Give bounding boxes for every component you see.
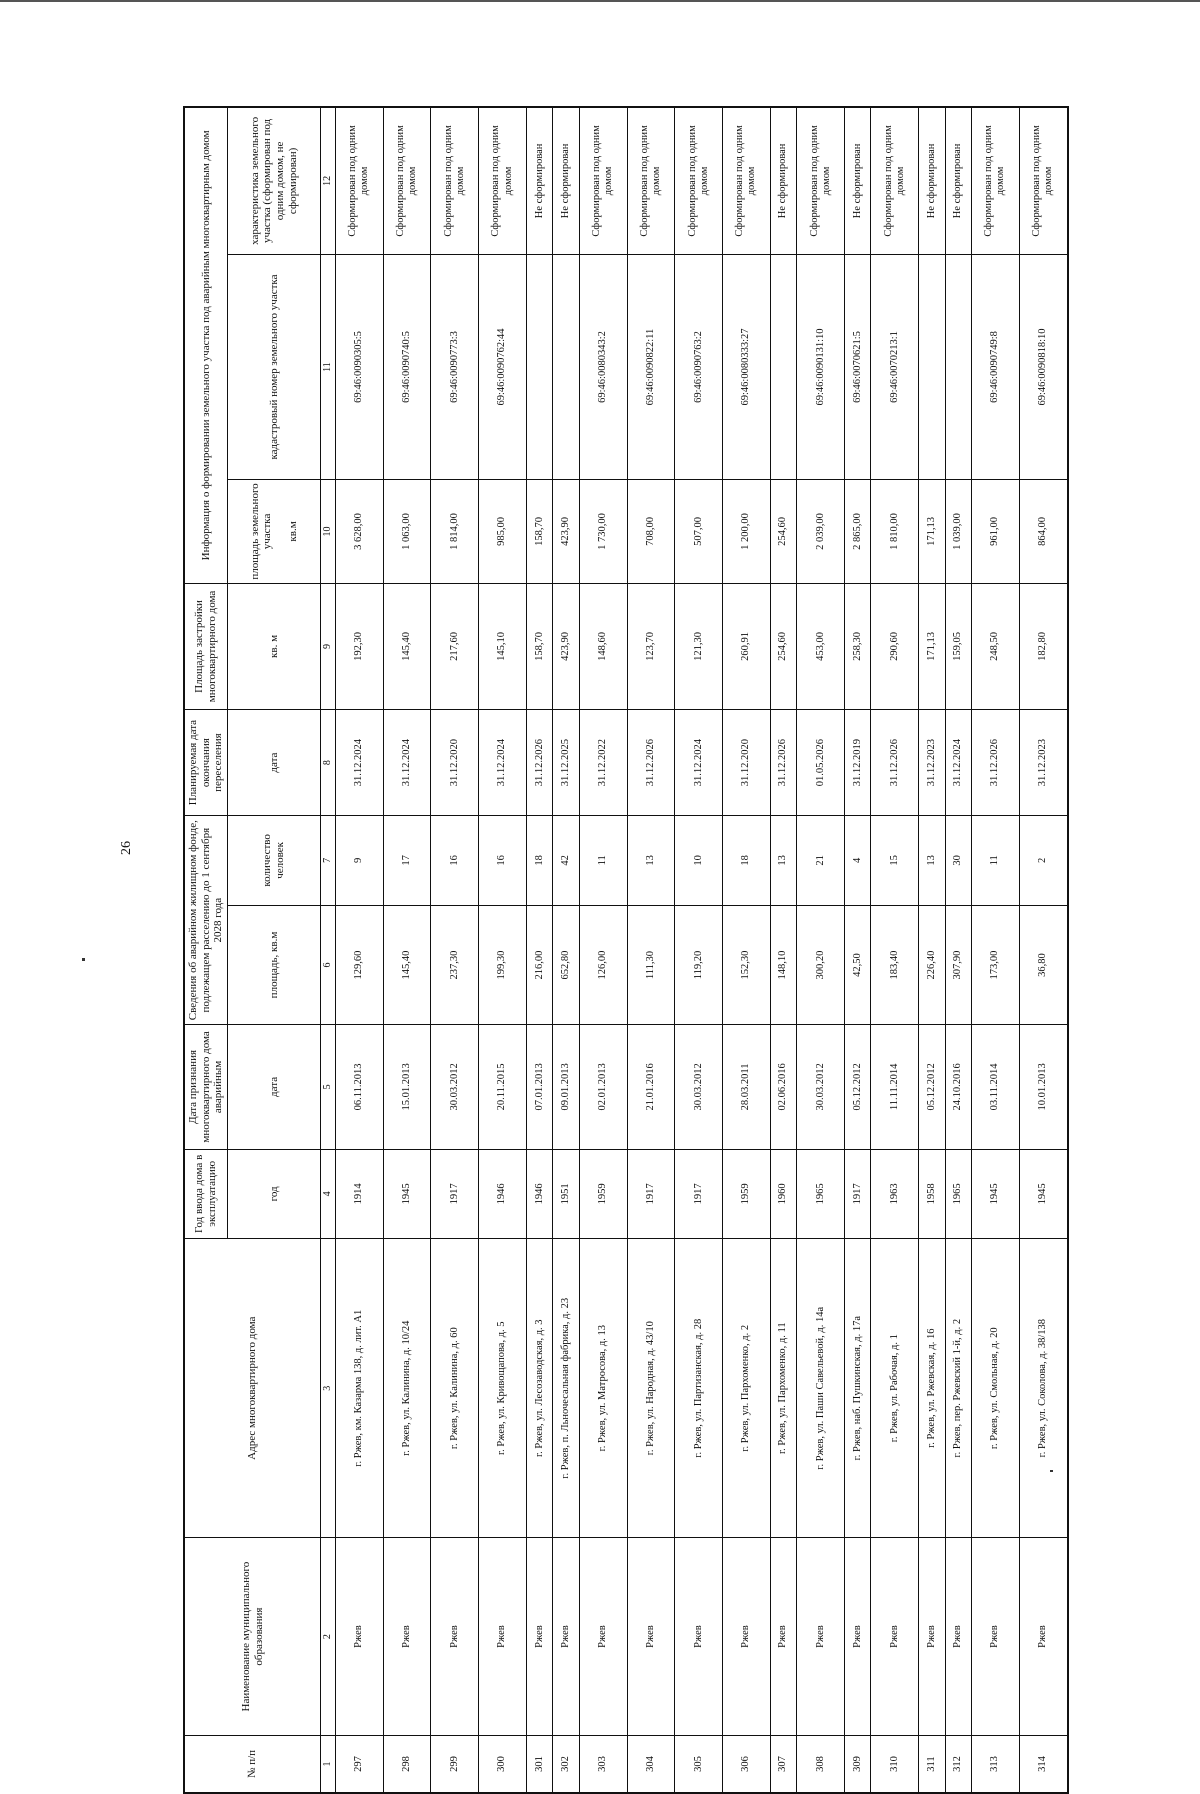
cell-municipality: Ржев: [844, 1538, 870, 1736]
cell-municipality: Ржев: [336, 1538, 384, 1736]
cell-land-status: Не сформирован: [553, 107, 579, 254]
cell-address: г. Ржев, пер. Ржевский 1-й, д. 2: [945, 1239, 971, 1538]
table-row: [526, 107, 552, 1793]
table-row: [723, 107, 771, 1793]
cell-year: 1917: [431, 1149, 479, 1239]
cell-people: 11: [579, 816, 627, 906]
cell-address: г. Ржев, ул. Лесозаводская, д. 3: [526, 1239, 552, 1538]
cell-number: 302: [553, 1736, 579, 1794]
cell-plan-date: 31.12.2026: [526, 710, 552, 816]
cell-plan-date: 31.12.2020: [431, 710, 479, 816]
cell-land-status: Сформирован под одним домом: [723, 107, 771, 254]
cell-build-area: 254,60: [770, 583, 796, 710]
header-land-status: характеристика земельного участка (сформирован под одним домом, не сформирован): [228, 107, 321, 254]
cell-area: 126,00: [579, 905, 627, 1025]
cell-plan-date: 31.12.2023: [1019, 710, 1068, 816]
cell-land-area: 1 810,00: [871, 480, 919, 584]
cell-land-status: Не сформирован: [770, 107, 796, 254]
cell-land-area: 1 200,00: [723, 480, 771, 584]
cell-build-area: 258,30: [844, 583, 870, 710]
cell-number: 305: [675, 1736, 723, 1794]
column-number: 6: [321, 905, 336, 1025]
cell-build-area: 158,70: [526, 583, 552, 710]
cell-people: 9: [336, 816, 384, 906]
cell-municipality: Ржев: [797, 1538, 845, 1736]
column-number: 9: [321, 583, 336, 710]
cell-people: 21: [797, 816, 845, 906]
table-row: [1019, 107, 1068, 1793]
cell-cadastral: 69:46:0090762:44: [479, 254, 527, 479]
cell-number: 313: [972, 1736, 1020, 1794]
cell-people: 4: [844, 816, 870, 906]
cell-address: г. Ржев, ул. Матросова, д. 13: [579, 1239, 627, 1538]
column-number: 7: [321, 816, 336, 906]
table-row: [627, 107, 675, 1793]
cell-municipality: Ржев: [1019, 1538, 1068, 1736]
cell-land-status: Сформирован под одним домом: [579, 107, 627, 254]
cell-number: 300: [479, 1736, 527, 1794]
cell-municipality: Ржев: [526, 1538, 552, 1736]
cell-address: г. Ржев, ул. Калинина, д. 10/24: [383, 1239, 431, 1538]
cell-land-status: Сформирован под одним домом: [336, 107, 384, 254]
header-people: количество человек: [228, 816, 321, 906]
cell-year: 1965: [797, 1149, 845, 1239]
cell-area: 652,80: [553, 905, 579, 1025]
cell-municipality: Ржев: [383, 1538, 431, 1736]
column-number: 5: [321, 1025, 336, 1149]
cell-recognition-date: 07.01.2013: [526, 1025, 552, 1149]
cell-number: 297: [336, 1736, 384, 1794]
cell-year: 1917: [675, 1149, 723, 1239]
cell-number: 308: [797, 1736, 845, 1794]
header-year-group: Год ввода дома в эксплуатацию: [184, 1149, 228, 1239]
cell-recognition-date: 11.11.2014: [871, 1025, 919, 1149]
page-number: 26: [119, 841, 134, 855]
cell-recognition-date: 28.03.2011: [723, 1025, 771, 1149]
cell-cadastral: 69:46:0080343:2: [579, 254, 627, 479]
cell-people: 18: [526, 816, 552, 906]
cell-land-status: Не сформирован: [919, 107, 945, 254]
cell-cadastral: 69:46:0090131:10: [797, 254, 845, 479]
table-row: [336, 107, 384, 1793]
column-number: 8: [321, 710, 336, 816]
cell-land-status: Не сформирован: [844, 107, 870, 254]
cell-number: 310: [871, 1736, 919, 1794]
cell-people: 18: [723, 816, 771, 906]
cell-recognition-date: 05.12.2012: [919, 1025, 945, 1149]
cell-year: 1946: [526, 1149, 552, 1239]
cell-plan-date: 01.05.2026: [797, 710, 845, 816]
cell-number: 301: [526, 1736, 552, 1794]
cell-cadastral: [553, 254, 579, 479]
cell-build-area: 290,60: [871, 583, 919, 710]
cell-address: г. Ржев, ул. Партизанская, д. 28: [675, 1239, 723, 1538]
cell-plan-date: 31.12.2026: [871, 710, 919, 816]
cell-people: 15: [871, 816, 919, 906]
header-emergency-fund-group: Сведения об аварийном жилищном фонде, подлежащем расселению до 1 сентября 2028 года: [184, 816, 228, 1025]
cell-address: г. Ржев, км. Казарма 138, д. лит. А1: [336, 1239, 384, 1538]
cell-area: 307,90: [945, 905, 971, 1025]
cell-recognition-date: 02.06.2016: [770, 1025, 796, 1149]
cell-land-status: Сформирован под одним домом: [797, 107, 845, 254]
cell-recognition-date: 30.03.2012: [797, 1025, 845, 1149]
cell-people: 13: [919, 816, 945, 906]
cell-municipality: Ржев: [945, 1538, 971, 1736]
cell-people: 17: [383, 816, 431, 906]
cell-area: 226,40: [919, 905, 945, 1025]
header-land-area-title: площадь земельного участка: [248, 483, 274, 580]
cell-land-area: 2 039,00: [797, 480, 845, 584]
cell-address: г. Ржев, ул. Паши Савельевой, д. 14а: [797, 1239, 845, 1538]
cell-land-status: Сформирован под одним домом: [972, 107, 1020, 254]
cell-build-area: 260,91: [723, 583, 771, 710]
cell-number: 311: [919, 1736, 945, 1794]
table-row: [383, 107, 431, 1793]
cell-address: г. Ржев, ул. Рабочая, д. 1: [871, 1239, 919, 1538]
column-number: 2: [321, 1538, 336, 1736]
cell-land-status: Сформирован под одним домом: [627, 107, 675, 254]
cell-build-area: 171,13: [919, 583, 945, 710]
column-number: 11: [321, 254, 336, 479]
cell-address: г. Ржев, ул. Кривощапова, д. 5: [479, 1239, 527, 1538]
cell-address: г. Ржев, ул. Соколова, д. 38/138: [1019, 1239, 1068, 1538]
cell-people: 16: [431, 816, 479, 906]
cell-year: 1960: [770, 1149, 796, 1239]
cell-cadastral: 69:46:0090763:2: [675, 254, 723, 479]
cell-cadastral: 69:46:0080333:27: [723, 254, 771, 479]
cell-land-status: Сформирован под одним домом: [675, 107, 723, 254]
cell-land-area: 254,60: [770, 480, 796, 584]
table-row: [844, 107, 870, 1793]
cell-land-status: Сформирован под одним домом: [383, 107, 431, 254]
table-row: [431, 107, 479, 1793]
cell-people: 42: [553, 816, 579, 906]
cell-recognition-date: 10.01.2013: [1019, 1025, 1068, 1149]
cell-municipality: Ржев: [871, 1538, 919, 1736]
cell-recognition-date: 09.01.2013: [553, 1025, 579, 1149]
header-land-info-group: Информация о формировании земельного участка под аварийным многоквартирным домом: [184, 107, 228, 583]
table-row: [553, 107, 579, 1793]
scan-edge-mark: [0, 0, 1200, 2]
table-row: [479, 107, 527, 1793]
cell-build-area: 145,40: [383, 583, 431, 710]
cell-year: 1914: [336, 1149, 384, 1239]
cell-year: 1959: [579, 1149, 627, 1239]
table-row: [871, 107, 919, 1793]
cell-plan-date: 31.12.2026: [627, 710, 675, 816]
cell-number: 307: [770, 1736, 796, 1794]
cell-cadastral: [919, 254, 945, 479]
cell-recognition-date: 06.11.2013: [336, 1025, 384, 1149]
table-row: [797, 107, 845, 1793]
cell-people: 2: [1019, 816, 1068, 906]
cell-number: 312: [945, 1736, 971, 1794]
cell-address: г. Ржев, ул. Ржевская, д. 16: [919, 1239, 945, 1538]
cell-cadastral: 69:46:0090773:3: [431, 254, 479, 479]
table-row: [919, 107, 945, 1793]
cell-area: 183,40: [871, 905, 919, 1025]
header-address: Адрес многоквартирного дома: [184, 1239, 321, 1538]
cell-cadastral: 69:46:0070621:5: [844, 254, 870, 479]
cell-address: г. Ржев, ул. Смольная, д. 20: [972, 1239, 1020, 1538]
cell-number: 299: [431, 1736, 479, 1794]
cell-cadastral: [770, 254, 796, 479]
cell-people: 13: [770, 816, 796, 906]
cell-land-area: 3 628,00: [336, 480, 384, 584]
cell-area: 145,40: [383, 905, 431, 1025]
table-row: [579, 107, 627, 1793]
cell-plan-date: 31.12.2024: [383, 710, 431, 816]
cell-number: 309: [844, 1736, 870, 1794]
cell-cadastral: [945, 254, 971, 479]
cell-address: г. Ржев, наб. Пушкинская, д. 17а: [844, 1239, 870, 1538]
cell-people: 11: [972, 816, 1020, 906]
cell-land-area: 1 814,00: [431, 480, 479, 584]
cell-land-status: Сформирован под одним домом: [1019, 107, 1068, 254]
cell-build-area: 217,60: [431, 583, 479, 710]
cell-number: 314: [1019, 1736, 1068, 1794]
header-land-area-unit: кв.м: [286, 521, 299, 542]
cell-recognition-date: 03.11.2014: [972, 1025, 1020, 1149]
cell-number: 306: [723, 1736, 771, 1794]
cell-year: 1917: [844, 1149, 870, 1239]
cell-build-area: 145,10: [479, 583, 527, 710]
cell-year: 1945: [383, 1149, 431, 1239]
cell-area: 152,30: [723, 905, 771, 1025]
cell-recognition-date: 30.03.2012: [431, 1025, 479, 1149]
header-year: год: [228, 1149, 321, 1239]
cell-area: 119,20: [675, 905, 723, 1025]
cell-land-area: 864,00: [1019, 480, 1068, 584]
cell-plan-date: 31.12.2020: [723, 710, 771, 816]
cell-municipality: Ржев: [919, 1538, 945, 1736]
rotated-table-wrapper: [183, 106, 1069, 1794]
cell-year: 1963: [871, 1149, 919, 1239]
cell-cadastral: 69:46:0090749:8: [972, 254, 1020, 479]
cell-land-area: 1 039,00: [945, 480, 971, 584]
cell-year: 1958: [919, 1149, 945, 1239]
cell-people: 30: [945, 816, 971, 906]
cell-land-status: Сформирован под одним домом: [871, 107, 919, 254]
header-land-area: [228, 480, 321, 584]
header-recognition-date: дата: [228, 1025, 321, 1149]
cell-people: 16: [479, 816, 527, 906]
cell-number: 298: [383, 1736, 431, 1794]
cell-land-area: 1 730,00: [579, 480, 627, 584]
cell-land-area: 507,00: [675, 480, 723, 584]
cell-land-status: Не сформирован: [945, 107, 971, 254]
cell-cadastral: 69:46:0070213:1: [871, 254, 919, 479]
cell-recognition-date: 20.11.2015: [479, 1025, 527, 1149]
cell-land-area: 423,90: [553, 480, 579, 584]
cell-address: г. Ржев, ул. Пархоменко, д. 11: [770, 1239, 796, 1538]
cell-build-area: 182,80: [1019, 583, 1068, 710]
cell-plan-date: 31.12.2025: [553, 710, 579, 816]
cell-area: 148,10: [770, 905, 796, 1025]
cell-number: 303: [579, 1736, 627, 1794]
cell-area: 129,60: [336, 905, 384, 1025]
cell-year: 1965: [945, 1149, 971, 1239]
cell-land-area: 961,00: [972, 480, 1020, 584]
cell-municipality: Ржев: [770, 1538, 796, 1736]
cell-plan-date: 31.12.2024: [945, 710, 971, 816]
cell-build-area: 423,90: [553, 583, 579, 710]
header-build-area-group: Площадь застройки многоквартирного дома: [184, 583, 228, 710]
column-number: 1: [321, 1736, 336, 1794]
cell-area: 173,00: [972, 905, 1020, 1025]
cell-recognition-date: 21.01.2016: [627, 1025, 675, 1149]
cell-cadastral: 69:46:0090740:5: [383, 254, 431, 479]
cell-area: 199,30: [479, 905, 527, 1025]
cell-municipality: Ржев: [579, 1538, 627, 1736]
cell-land-area: 2 865,00: [844, 480, 870, 584]
cell-build-area: 121,30: [675, 583, 723, 710]
cell-address: г. Ржев, ул. Калинина, д. 60: [431, 1239, 479, 1538]
cell-build-area: 159,05: [945, 583, 971, 710]
emergency-housing-table: [183, 106, 1069, 1794]
cell-year: 1951: [553, 1149, 579, 1239]
cell-plan-date: 31.12.2022: [579, 710, 627, 816]
cell-plan-date: 31.12.2026: [972, 710, 1020, 816]
header-cadastral: кадастровый номер земельного участка: [228, 254, 321, 479]
table-row: [972, 107, 1020, 1793]
scan-dot: [82, 958, 85, 961]
header-number: № п/п: [184, 1736, 321, 1794]
cell-recognition-date: 30.03.2012: [675, 1025, 723, 1149]
cell-plan-date: 31.12.2026: [770, 710, 796, 816]
column-number: 12: [321, 107, 336, 254]
cell-land-area: 708,00: [627, 480, 675, 584]
cell-land-area: 985,00: [479, 480, 527, 584]
cell-plan-date: 31.12.2024: [675, 710, 723, 816]
cell-area: 300,20: [797, 905, 845, 1025]
cell-municipality: Ржев: [553, 1538, 579, 1736]
cell-area: 111,30: [627, 905, 675, 1025]
cell-build-area: 248,50: [972, 583, 1020, 710]
cell-land-status: Не сформирован: [526, 107, 552, 254]
cell-area: 216,00: [526, 905, 552, 1025]
cell-year: 1945: [1019, 1149, 1068, 1239]
header-recognition-group: Дата признания многоквартирного дома аварийным: [184, 1025, 228, 1149]
cell-year: 1917: [627, 1149, 675, 1239]
cell-municipality: Ржев: [723, 1538, 771, 1736]
cell-land-area: 1 063,00: [383, 480, 431, 584]
cell-address: г. Ржев, п. Льночесальная фабрика, д. 23: [553, 1239, 579, 1538]
cell-plan-date: 31.12.2023: [919, 710, 945, 816]
cell-plan-date: 31.12.2024: [336, 710, 384, 816]
cell-address: г. Ржев, ул. Пархоменко, д. 2: [723, 1239, 771, 1538]
cell-plan-date: 31.12.2024: [479, 710, 527, 816]
cell-municipality: Ржев: [479, 1538, 527, 1736]
cell-municipality: Ржев: [627, 1538, 675, 1736]
cell-area: 36,80: [1019, 905, 1068, 1025]
cell-cadastral: 69:46:0090305:5: [336, 254, 384, 479]
cell-recognition-date: 24.10.2016: [945, 1025, 971, 1149]
cell-area: 42,50: [844, 905, 870, 1025]
cell-cadastral: 69:46:0090818:10: [1019, 254, 1068, 479]
cell-recognition-date: 05.12.2012: [844, 1025, 870, 1149]
cell-municipality: Ржев: [431, 1538, 479, 1736]
header-municipality: Наименование муниципального образования: [184, 1538, 321, 1736]
cell-build-area: 453,00: [797, 583, 845, 710]
column-number: 3: [321, 1239, 336, 1538]
cell-cadastral: 69:46:0090822:11: [627, 254, 675, 479]
cell-municipality: Ржев: [972, 1538, 1020, 1736]
cell-land-area: 171,13: [919, 480, 945, 584]
header-plan-date: дата: [228, 710, 321, 816]
cell-plan-date: 31.12.2019: [844, 710, 870, 816]
column-number: 4: [321, 1149, 336, 1239]
table-row: [945, 107, 971, 1793]
cell-build-area: 123,70: [627, 583, 675, 710]
header-build-area: кв. м: [228, 583, 321, 710]
cell-build-area: 192,30: [336, 583, 384, 710]
cell-year: 1946: [479, 1149, 527, 1239]
cell-recognition-date: 02.01.2013: [579, 1025, 627, 1149]
cell-people: 10: [675, 816, 723, 906]
header-area: площадь, кв.м: [228, 905, 321, 1025]
cell-land-status: Сформирован под одним домом: [479, 107, 527, 254]
cell-municipality: Ржев: [675, 1538, 723, 1736]
cell-people: 13: [627, 816, 675, 906]
cell-year: 1959: [723, 1149, 771, 1239]
table-row: [675, 107, 723, 1793]
cell-address: г. Ржев, ул. Народная, д. 43/10: [627, 1239, 675, 1538]
cell-number: 304: [627, 1736, 675, 1794]
cell-area: 237,30: [431, 905, 479, 1025]
cell-recognition-date: 15.01.2013: [383, 1025, 431, 1149]
header-plan-date-group: Планируемая дата окончания переселения: [184, 710, 228, 816]
cell-build-area: 148,60: [579, 583, 627, 710]
column-number: 10: [321, 480, 336, 584]
cell-year: 1945: [972, 1149, 1020, 1239]
cell-cadastral: [526, 254, 552, 479]
table-row: [770, 107, 796, 1793]
cell-land-status: Сформирован под одним домом: [431, 107, 479, 254]
cell-land-area: 158,70: [526, 480, 552, 584]
